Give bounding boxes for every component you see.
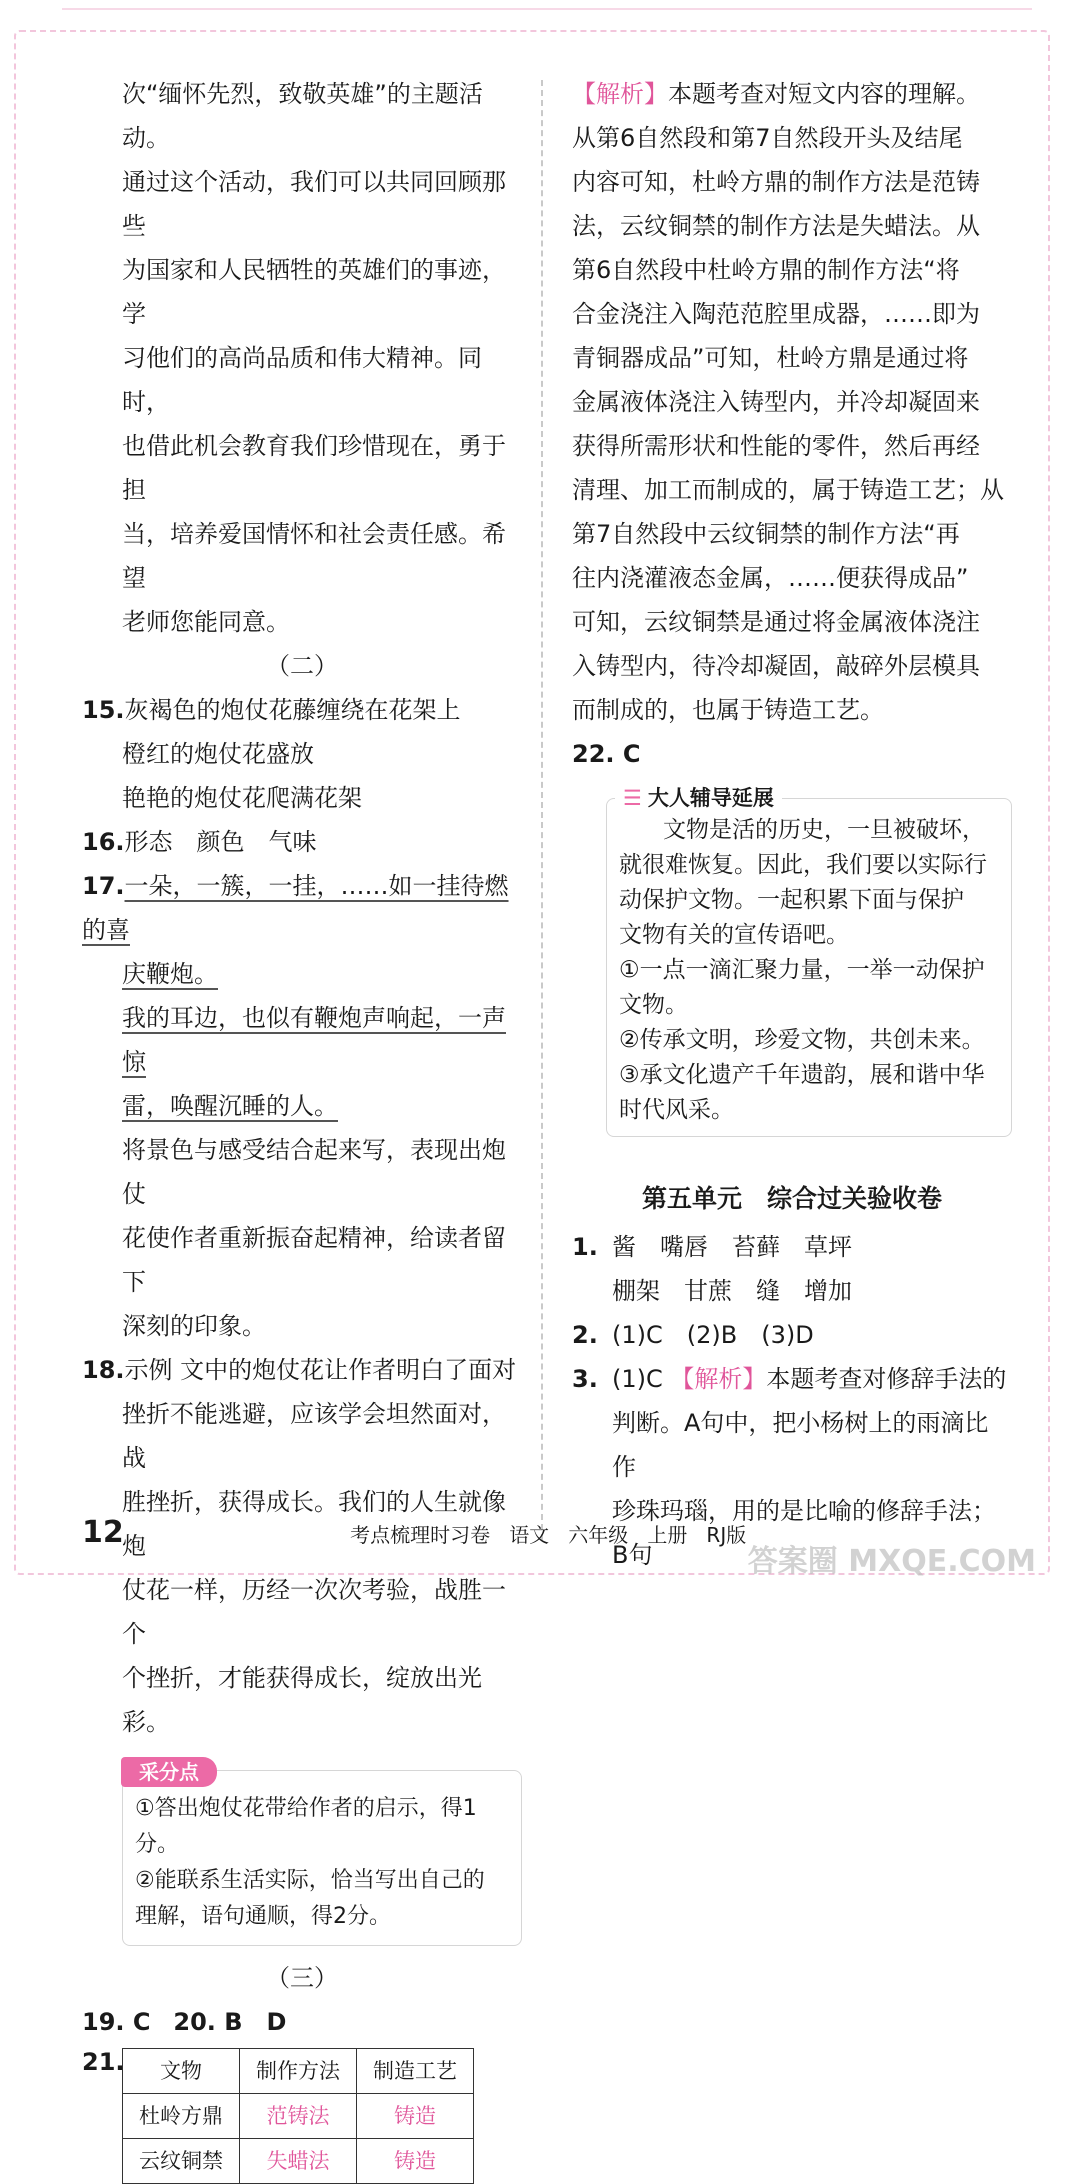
q18-text: 示例 文中的炮仗花让作者明白了面对 xyxy=(124,1356,517,1384)
analysis-line: 获得所需形状和性能的零件，然后再经 xyxy=(572,432,980,460)
column-divider xyxy=(541,80,543,1540)
intro-line: 老师您能同意。 xyxy=(122,608,290,636)
unit-title: 第五单元 综合过关验收卷 xyxy=(641,1184,942,1213)
a3-line: 珍珠玛瑙，用的是比喻的修辞手法；B句 xyxy=(612,1497,996,1569)
q21-table xyxy=(122,2048,474,2184)
parent-guide-title xyxy=(615,781,782,816)
analysis-line: 青铜器成品”可知，杜岭方鼎是通过将 xyxy=(572,344,969,372)
table-cell: 范铸法 xyxy=(240,2094,357,2139)
q15-line: 艳艳的炮仗花爬满花架 xyxy=(122,784,362,812)
q17-line: 将景色与感受结合起来写，表现出炮仗 xyxy=(122,1136,506,1208)
parent-guide-box xyxy=(606,786,1012,1137)
q17-text: 雷，唤醒沉睡的人。 xyxy=(122,1092,338,1120)
guide-line: 文物。 xyxy=(619,992,688,1018)
analysis-line: 内容可知，杜岭方鼎的制作方法是范铸 xyxy=(572,168,980,196)
q17-line: 花使作者重新振奋起精神，给读者留下 xyxy=(122,1224,506,1296)
a2-line xyxy=(572,1313,1012,1357)
analysis-text: 本题考查对短文内容的理解。 xyxy=(668,80,980,108)
table-header-cell: 文物 xyxy=(123,2049,240,2094)
guide-line: 动保护文物。一起积累下面与保护 xyxy=(619,887,964,913)
a1-line: 棚架 甘蔗 缝 增加 xyxy=(612,1277,852,1305)
scoring-label: 采分点 xyxy=(121,1757,217,1787)
analysis-line: 第7自然段中云纹铜禁的制作方法“再 xyxy=(572,520,960,548)
q17-line xyxy=(82,864,522,952)
intro-line: 为国家和人民牺牲的英雄们的事迹，学 xyxy=(122,256,506,328)
q19-answer: 19. C xyxy=(82,2008,151,2036)
right-column xyxy=(572,72,1012,1577)
scoring-line: ②能联系生活实际，恰当写出自己的 xyxy=(135,1868,485,1893)
q21-block xyxy=(82,2048,522,2184)
analysis-line: 而制成的，也属于铸造工艺。 xyxy=(572,696,884,724)
page-number: 12 xyxy=(82,1515,124,1550)
stripes-icon: ☰ xyxy=(623,786,642,810)
a3-answer: (1)C xyxy=(612,1365,663,1393)
q17-number: 17. xyxy=(82,872,125,900)
section-3-title: （三） xyxy=(266,1964,338,1992)
footer-volume: 上册 xyxy=(647,1523,688,1547)
guide-line: 时代风采。 xyxy=(619,1097,734,1123)
analysis-line: 清理、加工而制成的，属于铸造工艺；从 xyxy=(572,476,1004,504)
q18-line: 仗花一样，历经一次次考验，战胜一个 xyxy=(122,1576,506,1648)
q18-line: 胜挫折，获得成长。我们的人生就像炮 xyxy=(122,1488,506,1560)
q15-text: 灰褐色的炮仗花藤缠绕在花架上 xyxy=(124,696,461,724)
guide-line: 就很难恢复。因此，我们要以实际行 xyxy=(619,852,987,878)
q16-number: 16. xyxy=(82,828,125,856)
a3-text: 本题考查对修辞手法的 xyxy=(766,1365,1007,1393)
table-cell: 云纹铜禁 xyxy=(123,2139,240,2184)
table-cell: 铸造 xyxy=(357,2094,474,2139)
q22-answer: 22. C xyxy=(572,740,641,768)
guide-line: ①一点一滴汇聚力量，一举一动保护 xyxy=(619,957,985,983)
analysis-line: 可知，云纹铜禁是通过将金属液体浇注 xyxy=(572,608,980,636)
a3-number: 3. xyxy=(572,1365,598,1393)
analysis-line xyxy=(572,72,1012,116)
intro-line: 通过这个活动，我们可以共同回顾那些 xyxy=(122,168,506,240)
table-header-row xyxy=(123,2049,474,2094)
a3-line xyxy=(572,1357,1012,1401)
q18-line xyxy=(82,1348,522,1392)
intro-line: 习他们的高尚品质和伟大精神。同时， xyxy=(122,344,482,416)
analysis-line: 第6自然段中杜岭方鼎的制作方法“将 xyxy=(572,256,960,284)
table-header-cell: 制作方法 xyxy=(240,2049,357,2094)
scoring-line: 理解，语句通顺，得2分。 xyxy=(135,1904,391,1929)
analysis-line: 入铸型内，待冷却凝固，敲碎外层模具 xyxy=(572,652,980,680)
table-header-cell: 制造工艺 xyxy=(357,2049,474,2094)
q16-line xyxy=(82,820,522,864)
footer-subject: 语文 xyxy=(509,1523,550,1547)
a1-line xyxy=(572,1225,1012,1269)
section-2-title: （二） xyxy=(266,652,338,680)
analysis-line: 合金浇注入陶范范腔里成器，……即为 xyxy=(572,300,980,328)
analysis-line: 法，云纹铜禁的制作方法是失蜡法。从 xyxy=(572,212,980,240)
a3-analysis-tag: 【解析】 xyxy=(670,1365,767,1393)
q17-line xyxy=(82,996,522,1084)
a2-number: 2. xyxy=(572,1321,598,1349)
q18-number: 18. xyxy=(82,1356,125,1384)
analysis-line: 从第6自然段和第7自然段开头及结尾 xyxy=(572,124,963,152)
footer-edition: RJ版 xyxy=(706,1523,747,1547)
table-row xyxy=(123,2094,474,2139)
table-cell: 失蜡法 xyxy=(240,2139,357,2184)
q17-line: 深刻的印象。 xyxy=(122,1312,266,1340)
a2-text: (1)C (2)B (3)D xyxy=(612,1321,814,1349)
guide-line: ②传承文明，珍爱文物，共创未来。 xyxy=(619,1027,985,1053)
table-cell: 杜岭方鼎 xyxy=(123,2094,240,2139)
q17-text: 庆鞭炮。 xyxy=(122,960,218,988)
parent-guide-title-text: 大人辅导延展 xyxy=(647,786,774,810)
q15-line: 橙红的炮仗花盛放 xyxy=(122,740,314,768)
a1-number: 1. xyxy=(572,1233,598,1261)
q15-number: 15. xyxy=(82,696,125,724)
analysis-line: 金属液体浇注入铸型内，并冷却凝固来 xyxy=(572,388,980,416)
q16-text: 形态 颜色 气味 xyxy=(124,828,317,856)
scoring-line: ①答出炮仗花带给作者的启示，得1分。 xyxy=(135,1796,477,1857)
q17-text: 我的耳边，也似有鞭炮声响起，一声惊 xyxy=(122,1004,506,1076)
intro-paragraph xyxy=(82,72,522,644)
q17-line xyxy=(82,952,522,996)
intro-line: 当，培养爱国情怀和社会责任感。希望 xyxy=(122,520,506,592)
q17-line xyxy=(82,1084,522,1128)
q18-line: 挫折不能逃避，应该学会坦然面对，战 xyxy=(122,1400,506,1472)
scoring-box xyxy=(122,1760,522,1946)
a3-line: 判断。A句中，把小杨树上的雨滴比作 xyxy=(612,1409,989,1481)
guide-line: 文物是活的历史，一旦被破坏， xyxy=(663,817,985,843)
a1-text: 酱 嘴唇 苔藓 草坪 xyxy=(612,1233,852,1261)
q15-line xyxy=(82,688,522,732)
q18-line: 个挫折，才能获得成长，绽放出光彩。 xyxy=(122,1664,482,1736)
intro-line: 也借此机会教育我们珍惜现在，勇于担 xyxy=(122,432,506,504)
q17-text: 一朵，一簇，一挂，……如一挂待燃的喜 xyxy=(82,872,509,944)
q20-answer: 20. B D xyxy=(173,2008,287,2036)
guide-line: ③承文化遗产千年遗韵，展和谐中华 xyxy=(619,1062,985,1088)
analysis-tag: 【解析】 xyxy=(572,80,668,108)
watermark: 答案圈 MXQE.COM xyxy=(747,1544,1036,1579)
intro-line: 次“缅怀先烈，致敬英雄”的主题活动。 xyxy=(122,80,483,152)
top-rule xyxy=(62,8,1032,10)
table-row xyxy=(123,2139,474,2184)
q21-number: 21. xyxy=(82,2048,125,2076)
footer-grade: 六年级 xyxy=(568,1523,629,1547)
q19-q20-line xyxy=(82,2000,522,2044)
table-cell: 铸造 xyxy=(357,2139,474,2184)
guide-line: 文物有关的宣传语吧。 xyxy=(619,922,849,948)
analysis-line: 往内浇灌液态金属，……便获得成品” xyxy=(572,564,969,592)
left-column xyxy=(82,72,522,2184)
footer-book: 考点梳理时习卷 xyxy=(350,1523,491,1547)
